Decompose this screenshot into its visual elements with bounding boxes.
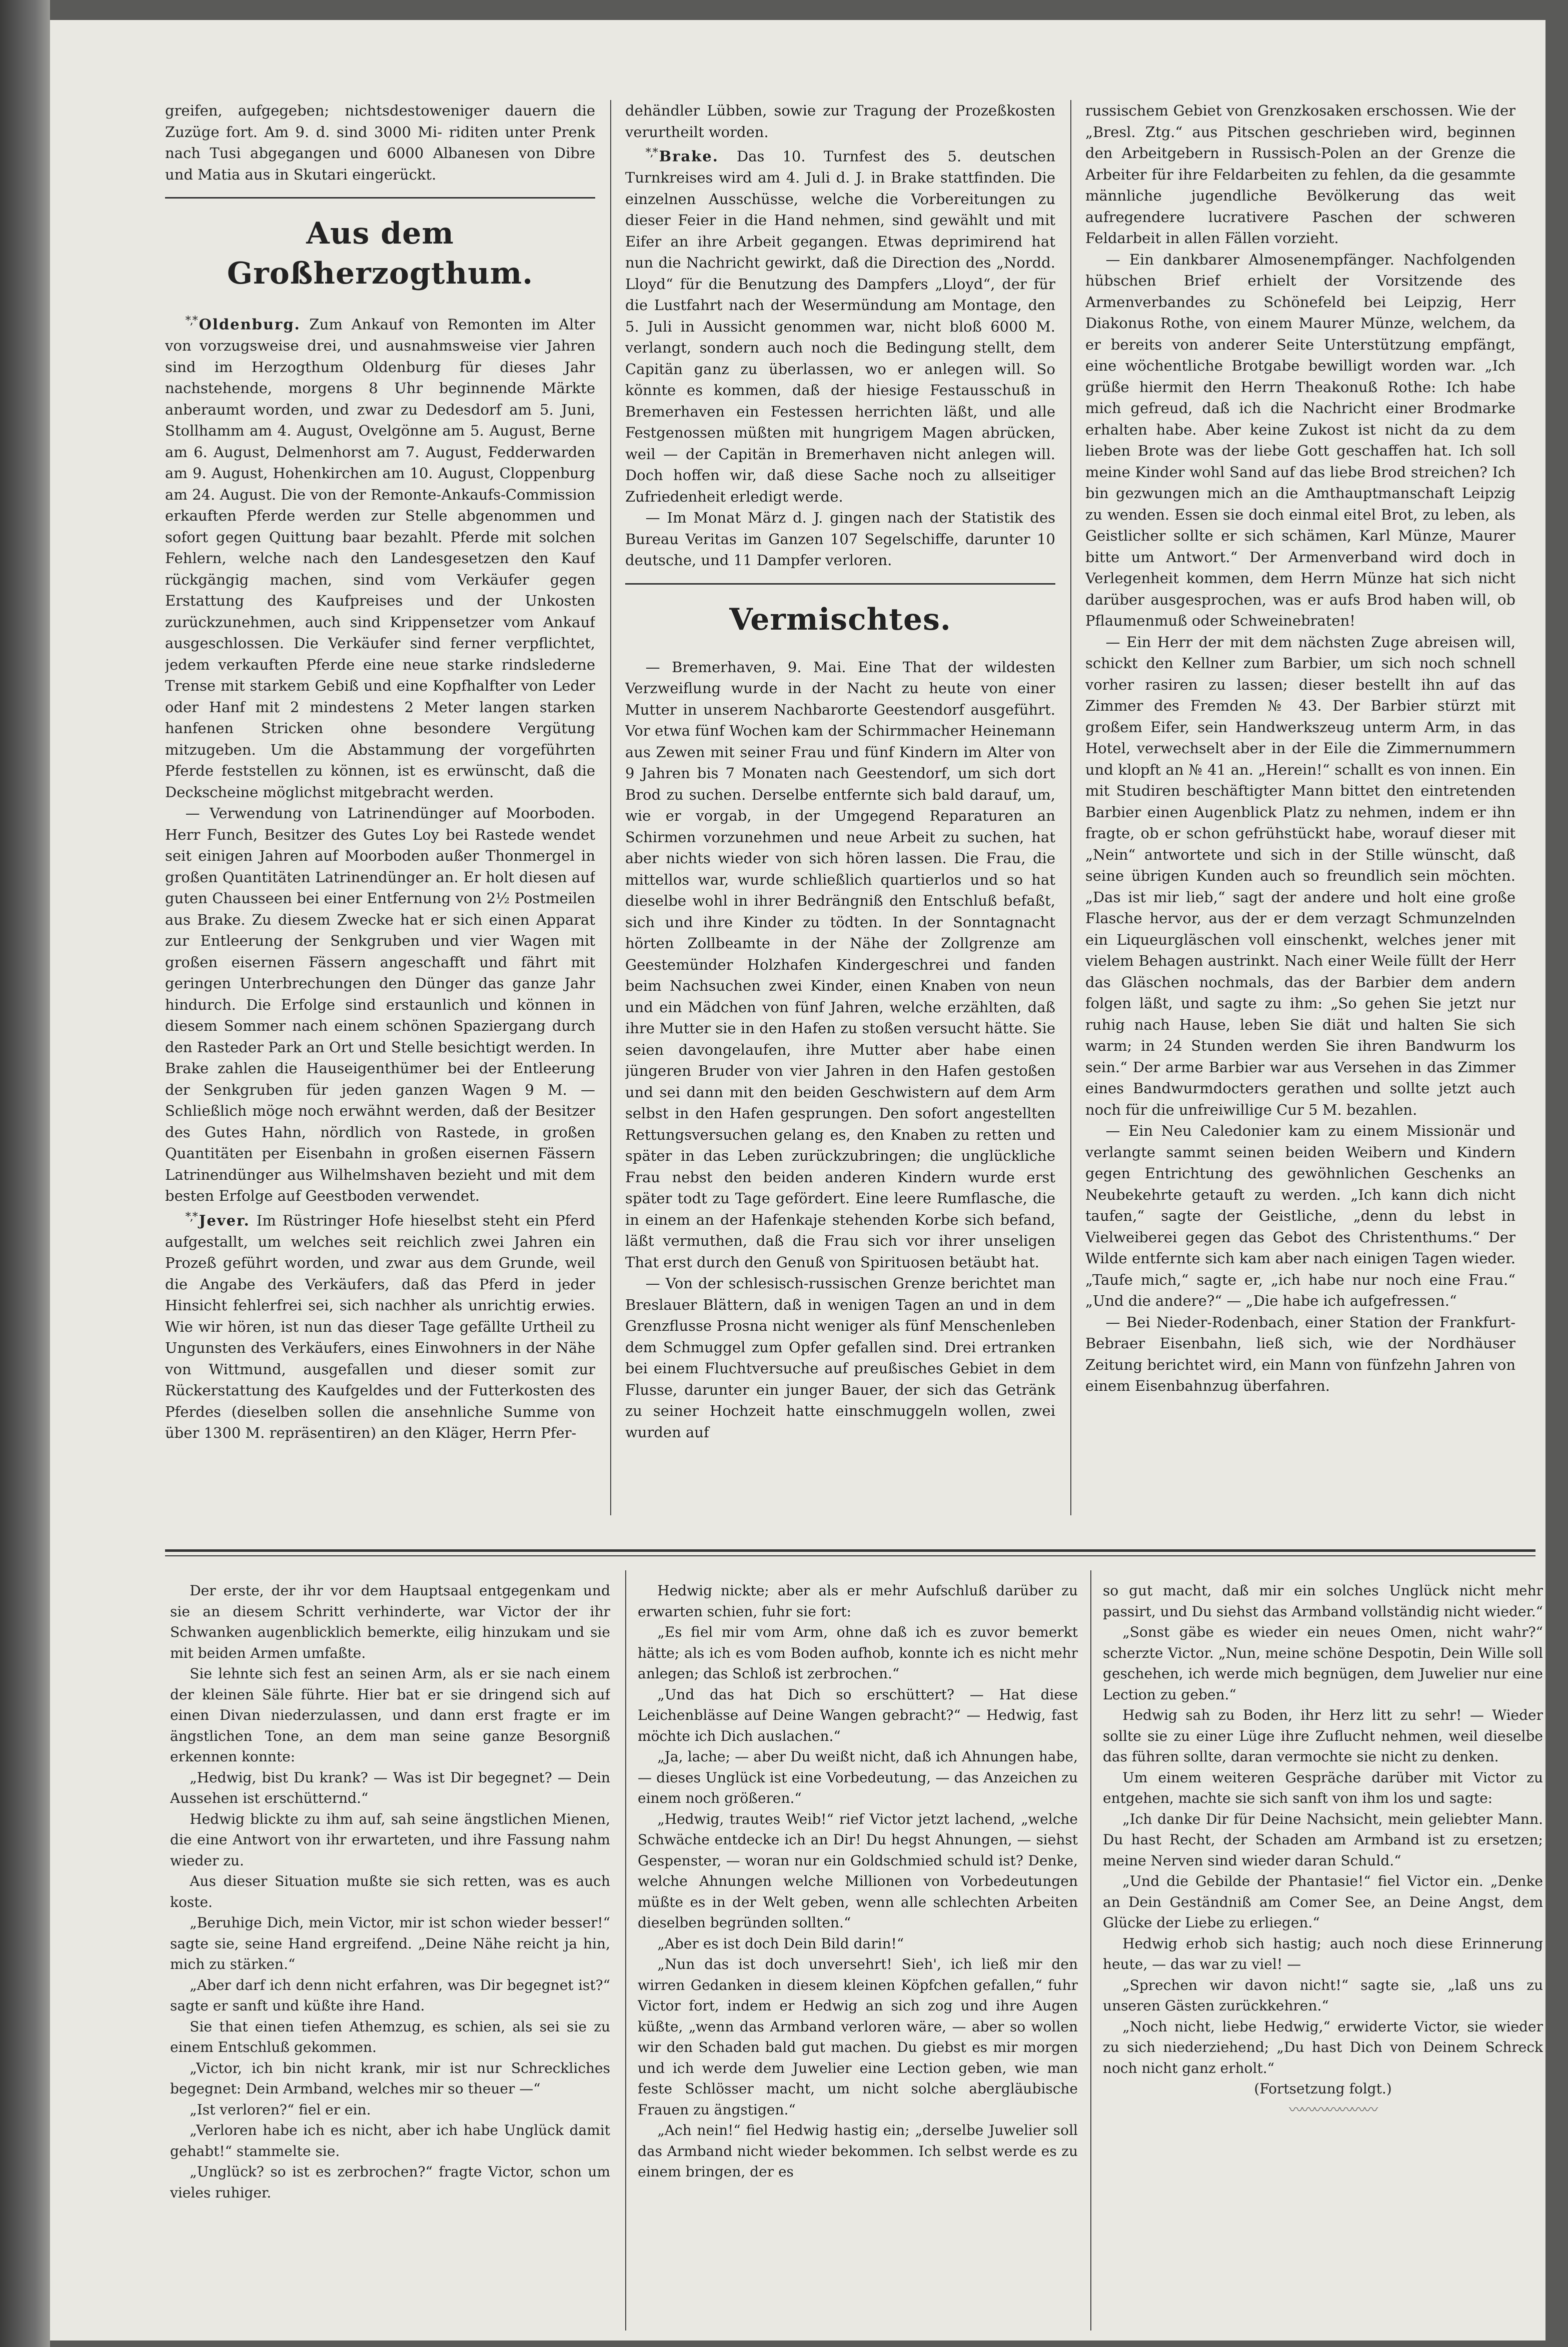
article-text: Das 10. Turnfest des 5. deutschen Turnkreises wird am 4. Juli d. J. in Brake stattfinden. Die einzelnen Ausschüsse, welche die Vorbereitungen zu dieser Feier in die Hand nehmen, sind gewählt und mit Eifer an ihre Arbeit gegangen. Etwas deprimirend hat nun die Nachricht gewirkt, daß die Direction des „Nordd. Lloyd“ für die Benutzung des Dampfers „Lloyd“, der für die Lustfahrt nach der Wesermündung am Montage, den 5. Juli in Aussicht genommen war, nicht bloß 6000 M. verlangt, sondern auch noch die Bedingung stellt, dem Capitän ganz zu überlassen, wo er anlegen will. So könnte es kommen, daß der hiesige Festausschuß in Bremerhaven ein Festessen herrichten läßt, und alle Festgenossen müßten mit hungrigem Magen abrücken, weil — der Capitän in Bremerhaven nicht anlegen will. Doch hoffen wir, daß diese Sache noch zu allseitiger Zufriedenheit erledigt werde. bbox=[625, 148, 1055, 505]
story-paragraph: so gut macht, daß mir ein solches Unglück nicht mehr passirt, und Du siehst das Armband vollständig nicht wieder.“ bbox=[1103, 1582, 1543, 1620]
column-rule bbox=[1090, 1570, 1091, 2330]
story-paragraph: Sie that einen tiefen Athemzug, es schien, als sei sie zu einem Entschluß gekommen. bbox=[170, 2018, 610, 2055]
article-latrinenduenger: — Verwendung von Latrinendünger auf Moorboden. Herr Funch, Besitzer des Gutes Loy bei Rastede wendet seit einigen Jahren auf Moorboden außer Thonmergel in großen Quantitäten Latrinendünger an. Er holt diesen auf guten Chausseen bei einer Entfernung von 2½ Postmeilen aus Brake. Zu diesem Zwecke hat er sich einen Apparat zur Entleerung der Senkgruben und vier Wagen mit großen eisernen Fässern angeschafft und fährt mit geringen Unterbrechungen den Dünger das ganze Jahr hindurch. Die Erfolge sind erstaunlich und können in diesem Sommer nach einem schönen Spaziergang durch den Rasteder Park an Ort und Stelle besichtigt werden. In Brake zahlen die Hauseigenthümer bei der Entleerung der Senkgruben für jeden ganzen Wagen 9 M. — Schließlich möge noch erwähnt werden, daß der Besitzer des Gutes Hahn, nördlich von Rastede, in großen Quantitäten per Eisenbahn in großen eisernen Fässern Latrinendünger aus Wilhelmshaven bezieht und mit dem besten Erfolge auf Geestboden verwendet. bbox=[165, 805, 595, 1205]
story-paragraph: Der erste, der ihr vor dem Hauptsaal entgegenkam und sie an diesem Schritt verhinderte, war Victor der ihr Schwanken augenblicklich bemerkte, eilig hinzukam und sie mit beiden Armen umfaßte. bbox=[170, 1582, 610, 1661]
story-paragraph: „Sonst gäbe es wieder ein neues Omen, nicht wahr?“ scherzte Victor. „Nun, meine schöne Despotin, Dein Wille soll geschehen, ich werde mich begnügen, dem Juwelier nur eine Lection zu geben.“ bbox=[1103, 1624, 1543, 1703]
dateline-jever: Jever. bbox=[199, 1212, 250, 1229]
feuilleton-divider-bottom bbox=[165, 1555, 1535, 1556]
newspaper-page bbox=[50, 20, 1545, 2340]
article-nieder-rodenbach: — Bei Nieder-Rodenbach, einer Station der Frankfurt-Bebraer Eisenbahn, ließ sich, wie der Nordhäuser Zeitung berichtet wird, ein Mann von fünfzehn Jahren von einem Eisenbahnzug überfahren. bbox=[1085, 1313, 1515, 1394]
upper-column-1 bbox=[165, 100, 595, 1515]
feuilleton-divider-top bbox=[165, 1549, 1535, 1552]
story-paragraph: „Aber darf ich denn nicht erfahren, was Dir begegnet ist?“ sagte er sanft und küßte ihre Hand. bbox=[170, 1976, 610, 2014]
feuilleton-column-2 bbox=[638, 1580, 1078, 2340]
story-paragraph: „Ist verloren?“ fiel er ein. bbox=[190, 2101, 371, 2118]
story-paragraph: „Ja, lache; — aber Du weißt nicht, daß ich Ahnungen habe, — dieses Unglück ist eine Vorbedeutung, — das Anzeichen zu einem noch größeren.“ bbox=[638, 1748, 1078, 1806]
story-paragraph: „Beruhige Dich, mein Victor, mir ist schon wieder besser!“ sagte sie, seine Hand ergreifend. „Deine Nähe reicht ja hin, mich zu stärken.“ bbox=[170, 1914, 610, 1972]
story-paragraph: „Und das hat Dich so erschüttert? — Hat diese Leichenblässe auf Deine Wangen gebracht?“ — Hedwig, fast möchte ich Dich auslachen.“ bbox=[638, 1686, 1078, 1744]
article-text: Im Rüstringer Hofe hieselbst steht ein Pferd aufgestallt, um welches seit reichlich zwei Jahren ein Prozeß geführt worden, und zwar aus dem Grunde, weil die Angabe des Verkäufers, daß das Pferd in jeder Hinsicht fehlerfrei sei, sich nachher als unrichtig erwies. Wie wir hören, ist nun das dieser Tage gefällte Urtheil zu Ungunsten des Verkäufers, eines Einwohners in der Nähe von Wittmund, ausgefallen und dieser somit zur Rückerstattung des Kaufgeldes und der Futterkosten des Pferdes (dieselben sollen die ansehnliche Summe von über 1300 M. repräsentiren) an den Kläger, Herrn Pfer- bbox=[165, 1212, 595, 1442]
end-ornament: 〰〰〰〰〰〰〰 bbox=[1289, 2101, 1377, 2118]
article-almosenempfaenger: — Ein dankbarer Almosenempfänger. Nachfolgenden hübschen Brief erhielt der Vorsitzende des Armenverbandes zu Schönefeld bei Leipzig, Herr Diakonus Rothe, von einem Maurer Münze, welchem, da er bereits von anderer Seite Unterstützung empfängt, eine wöchentliche Brotgabe bewilligt worden war. „Ich grüße hiermit den Herrn Theakonuß Rothe: Ich habe mich gefreud, daß ich die Nachricht einer Brodmarke erhalten habe. Aber keine Zukost ist nicht da zu dem lieben Brote was der liebe Gott geschaffen hat. Ich soll meine Kinder wohl Sand auf das liebe Brod streichen? Ich bin gezwungen mich an die Amthauptmanschaft Leipzig zu wenden. Essen sie doch einmal eitel Brot, zu leben, als Geistlicher sollte er sich schämen, Karl Münze, Maurer bitte um Antwort.“ Der Armenverband wird doch in Verlegenheit kommen, dem Herrn Münze hat sich nicht darüber ausgesprochen, was er aufs Brod haben will, ob Pflaumenmuß oder Schweinebraten! bbox=[1085, 251, 1515, 629]
article-brake bbox=[625, 143, 1055, 507]
story-paragraph: „Ach nein!“ fiel Hedwig hastig ein; „derselbe Juwelier soll das Armband nicht wieder bekommen. Ich selbst werde es zu einem bringen, der es bbox=[638, 2122, 1078, 2180]
section-heading-grossherzogthum: Aus dem Großherzogthum. bbox=[227, 216, 534, 291]
story-paragraph: „Sprechen wir davon nicht!“ sagte sie, „laß uns zu unseren Gästen zurückkehren.“ bbox=[1103, 1976, 1543, 2014]
dateline-brake: Brake. bbox=[659, 148, 719, 165]
story-paragraph: „Noch nicht, liebe Hedwig,“ erwiderte Victor, sie wieder zu sich niederziehend; „Du hast Dich von Deinem Schreck noch nicht ganz erholt.“ bbox=[1103, 2018, 1543, 2076]
story-paragraph: Aus dieser Situation mußte sie sich retten, was es auch koste. bbox=[170, 1873, 610, 1910]
column-rule bbox=[625, 1570, 626, 2330]
story-paragraph: „Unglück? so ist es zerbrochen?“ fragte Victor, schon um vieles ruhiger. bbox=[170, 2163, 610, 2201]
asterism-mark: *,* bbox=[645, 147, 657, 159]
binding-gutter bbox=[0, 0, 50, 2347]
column-rule bbox=[1070, 100, 1071, 1515]
story-paragraph: „Nun das ist doch unversehrt! Sieh', ich ließ mir den wirren Gedanken in diesem kleinen Köpfchen gefallen,“ fuhr Victor fort, indem er Hedwig an sich zog und ihre Augen küßte, „wenn das Armband verloren wäre, — aber so wollen wir den Schaden bald gut machen. Du giebst es mir morgen und ich werde dem Juwelier eine Lection geben, wie man feste Schlösser macht, um nicht solche abergläubische Frauen zu ängstigen.“ bbox=[638, 1956, 1078, 2118]
story-paragraph: Hedwig nickte; aber als er mehr Aufschluß darüber zu erwarten schien, fuhr sie fort: bbox=[638, 1582, 1078, 1620]
article-oldenburg bbox=[165, 311, 595, 803]
story-paragraph: „Aber es ist doch Dein Bild darin!“ bbox=[657, 1935, 904, 1952]
story-paragraph: Hedwig sah zu Boden, ihr Herz litt zu sehr! — Wieder sollte sie zu einer Lüge ihre Zuflucht nehmen, weil dieselbe das führen sollte, daran vermochte sie nicht zu denken. bbox=[1103, 1707, 1543, 1765]
article-continuation: dehändler Lübben, sowie zur Tragung der Prozeßkosten verurtheilt worden. bbox=[625, 102, 1055, 141]
article-bureau-veritas: — Im Monat März d. J. gingen nach der Statistik des Bureau Veritas im Ganzen 107 Segelschiffe, darunter 10 deutsche, und 11 Dampfer verloren. bbox=[625, 509, 1055, 569]
continuation-note: (Fortsetzung folgt.) bbox=[1254, 2080, 1392, 2097]
section-heading-vermischtes: Vermischtes. bbox=[729, 602, 951, 637]
story-paragraph: „Ich danke Dir für Deine Nachsicht, mein geliebter Mann. Du hast Recht, der Schaden am Armband ist zu ersetzen; meine Nerven sind wieder daran Schuld.“ bbox=[1103, 1810, 1543, 1869]
upper-column-2 bbox=[625, 100, 1055, 1515]
article-barbier: — Ein Herr der mit dem nächsten Zuge abreisen will, schickt den Kellner zum Barbier, um sich noch schnell vorher rasiren zu lassen; dieser bestellt ihn auf das Zimmer des Fremden № 43. Der Barbier stürzt mit großem Eifer, sein Handwerkszeug unterm Arm, in das Hotel, verwechselt aber in der Eile die Zimmernummern und klopft an № 41 an. „Herein!“ schallt es von innen. Ein mit Studiren beschäftigter Mann bittet den eintretenden Barbier einen Augenblick Platz zu nehmen, indem er ihn fragte, ob er schon gefrühstückt habe, worauf dieser mit „Nein“ antwortete und sich in der Stille wünscht, daß seine übrigen Kunden auch so freundlich sein möchten. „Das ist mir lieb,“ sagt der andere und holt eine große Flasche hervor, aus der er dem verzagt Schmunzelnden ein Liqueurgläschen voll einschenkt, welches jener mit vielem Behagen austrinkt. Nach einer Weile füllt der Herr das Gläschen nochmals, das der Barbier dem andern folgen läßt, und sagte zu ihm: „So gehen Sie jetzt nur ruhig nach Hause, leben Sie diät und halten Sie sich warm; in 24 Stunden werden Sie ihren Bandwurm los sein.“ Der arme Barbier war aus Versehen in das Zimmer eines Bandwurmdocters gerathen und sollte jetzt auch noch für die unfreiwillige Cur 5 M. bezahlen. bbox=[1085, 633, 1515, 1118]
story-paragraph: „Hedwig, trautes Weib!“ rief Victor jetzt lachend, „welche Schwäche entdecke ich an Dir! Du hegst Ahnungen, — siehst Gespenster, — woran nur ein Goldschmied schuld ist? Denke, welche Ahnungen welche Millionen von Vorbedeutungen müßte es in der Welt geben, wenn alle schlechten Arbeiten dieselben begründen sollten.“ bbox=[638, 1810, 1078, 1931]
story-paragraph: Sie lehnte sich fest an seinen Arm, als er sie nach einem der kleinen Säle führte. Hier bat er sie dringend sich auf einen Divan niederzulassen, und dann erst fragte er im ängstlichen Tone, an dem man seine ganze Besorgniß erkennen konnte: bbox=[170, 1665, 610, 1765]
story-paragraph: „Verloren habe ich es nicht, aber ich habe Unglück damit gehabt!“ stammelte sie. bbox=[170, 2122, 610, 2159]
story-paragraph: Hedwig erhob sich hastig; auch noch diese Erinnerung heute, — das war zu viel! — bbox=[1103, 1935, 1543, 1972]
separator-rule bbox=[165, 197, 595, 199]
feuilleton-column-1 bbox=[170, 1580, 610, 2340]
feuilleton-column-3 bbox=[1103, 1580, 1543, 2340]
article-schlesische-grenze: — Von der schlesisch-russischen Grenze berichtet man Breslauer Blättern, daß in wenigen Tagen an und in dem Grenzflusse Prosna nicht weniger als fünf Menschenleben dem Schmuggel zum Opfer gefallen sind. Drei ertranken bei einem Fluchtversuche auf preußisches Gebiet in dem Flusse, darunter ein junger Bauer, der sich das Getränk zu seiner Hochzeit hatte einschmuggeln wollen, zwei wurden auf bbox=[625, 1275, 1055, 1441]
story-paragraph: „Und die Gebilde der Phantasie!“ fiel Victor ein. „Denke an Dein Geständniß am Comer See, an Deine Angst, dem Glücke der Liebe zu erliegen.“ bbox=[1103, 1873, 1543, 1931]
story-paragraph: „Es fiel mir vom Arm, ohne daß ich es zuvor bemerkt hätte; als ich es vom Boden aufhob, konnte ich es nicht mehr anlegen; das Schloß ist zerbrochen.“ bbox=[638, 1624, 1078, 1682]
story-paragraph: „Victor, ich bin nicht krank, mir ist nur Schreckliches begegnet: Dein Armband, welches mir so theuer —“ bbox=[170, 2059, 610, 2097]
article-neu-caledonier: — Ein Neu Caledonier kam zu einem Missionär und verlangte sammt seinen beiden Weibern und Kindern gegen Entrichtung des gewöhnlichen Geschenks an Neubekehrte getauft zu werden. „Ich kann dich nicht taufen,“ sagte der Geistliche, „denn du lebst in Vielweiberei gegen das Gebot des Christenthums.“ Der Wilde entfernte sich kam aber nach einigen Tagen wieder. „Taufe mich,“ sagte er, „ich habe nur noch eine Frau.“ „Und die andere?“ — „Die habe ich aufgefressen.“ bbox=[1085, 1122, 1515, 1309]
article-jever bbox=[165, 1207, 595, 1444]
article-continuation: greifen, aufgegeben; nichtsdestoweniger dauern die Zuzüge fort. Am 9. d. sind 3000 Mi- riditen unter Prenk nach Tusi abgegangen und 6000 Albanesen von Dibre und Matia aus in Skutari eingerückt. bbox=[165, 102, 595, 183]
story-paragraph: Hedwig blickte zu ihm auf, sah seine ängstlichen Mienen, die eine Antwort von ihr erwarteten, und ihre Fassung nahm wieder zu. bbox=[170, 1810, 610, 1869]
separator-rule bbox=[625, 583, 1055, 585]
article-bremerhaven: — Bremerhaven, 9. Mai. Eine That der wildesten Verzweiflung wurde in der Nacht zu heute von einer Mutter in unserem Nachbarorte Geestendorf ausgeführt. Vor etwa fünf Wochen kam der Schirmmacher Heinemann aus Zewen mit seiner Frau und fünf Kindern im Alter von 9 Jahren bis 7 Monaten nach Geestendorf, um sich dort Brod zu suchen. Derselbe entfernte sich bald darauf, um, wie er vorgab, in der Umgegend Reparaturen an Schirmen vorzunehmen und neue Arbeit zu suchen, hat aber nichts wieder von sich hören lassen. Die Frau, die mittellos war, wurde schließlich quartierlos und so hat dieselbe wohl in ihrer Bedrängniß den Entschluß befaßt, sich und ihre Kinder zu tödten. In der Sonntagnacht hörten Zollbeamte in der Nähe der Zollgrenze am Geestemünder Holzhafen Kindergeschrei und fanden beim Nachsuchen zwei Kinder, einen Knaben von neun und ein Mädchen von fünf Jahren, welche erzählten, daß ihre Mutter sie in den Hafen zu stoßen versucht hätte. Sie seien davongelaufen, ihre Mutter aber habe einen jüngeren Bruder von vier Jahren in den Hafen gestoßen und sei dann mit den beiden Geschwistern auf dem Arm selbst in den Hafen gesprungen. Den sofort angestellten Rettungsversuchen gelang es, den Knaben zu retten und später in das Leben zurückzubringen; die unglückliche Frau nebst den beiden anderen Kindern wurde erst später todt zu Tage gefördert. Eine leere Rumflasche, die in einem an der Hafenkaje stehenden Korbe sich befand, läßt vermuthen, daß die Frau sich vor ihrer unseligen That erst durch den Genuß von Spirituosen betäubt hat. bbox=[625, 658, 1055, 1271]
asterism-mark: *,* bbox=[185, 315, 197, 327]
article-continuation: russischem Gebiet von Grenzkosaken erschossen. Wie der „Bresl. Ztg.“ aus Pitschen geschrieben wird, beginnen den Arbeitgebern in Russisch-Polen an der Grenze die Arbeiter für ihre Feldarbeiten zu fehlen, da die gesammte männliche jugendliche Bevölkerung das weit aufregendere lucrativere Paschen der schweren Feldarbeit in allen Fällen vorzieht. bbox=[1085, 102, 1515, 247]
dateline-oldenburg: Oldenburg. bbox=[199, 316, 301, 333]
article-text: Zum Ankauf von Remonten im Alter von vorzugsweise drei, und ausnahmsweise vier Jahren sind im Herzogthum Oldenburg für dieses Jahr nachstehende, morgens 8 Uhr beginnende Märkte anberaumt worden, und zwar zu Dedesdorf am 5. Juni, Stollhamm am 4. August, Ovelgönne am 5. August, Berne am 6. August, Delmenhorst am 7. August, Fedderwarden am 9. August, Hohenkirchen am 10. August, Cloppenburg am 24. August. Die von der Remonte-Ankaufs-Commission erkauften Pferde werden zur Stelle abgenommen und sofort gegen Quittung baar bezahlt. Pferde mit solchen Fehlern, welche nach den Landesgesetzen den Kauf rückgängig machen, sind vom Verkäufer gegen Erstattung des Kaufpreises und der Unkosten zurückzunehmen, auch sind Krippensetzer vom Ankauf ausgeschlossen. Die Verkäufer sind ferner verpflichtet, jedem verkauften Pferde eine neue starke rindslederne Trense mit starkem Gebiß und eine Kopfhalfter von Leder oder Hanf mit 2 mindestens 2 Meter langen starken hanfenen Stricken ohne besondere Vergütung mitzugeben. Um die Abstammung der vorgeführten Pferde feststellen zu können, ist es erwünscht, daß die Deckscheine möglichst mitgebracht werden. bbox=[165, 316, 595, 801]
asterism-mark: *,* bbox=[185, 1210, 197, 1223]
upper-column-3 bbox=[1085, 100, 1515, 1515]
column-rule bbox=[610, 100, 611, 1515]
story-paragraph: „Hedwig, bist Du krank? — Was ist Dir begegnet? — Dein Aussehen ist erschütternd.“ bbox=[170, 1769, 610, 1806]
story-paragraph: Um einem weiteren Gespräche darüber mit Victor zu entgehen, machte sie sich sanft von ihm los und sagte: bbox=[1103, 1769, 1543, 1806]
